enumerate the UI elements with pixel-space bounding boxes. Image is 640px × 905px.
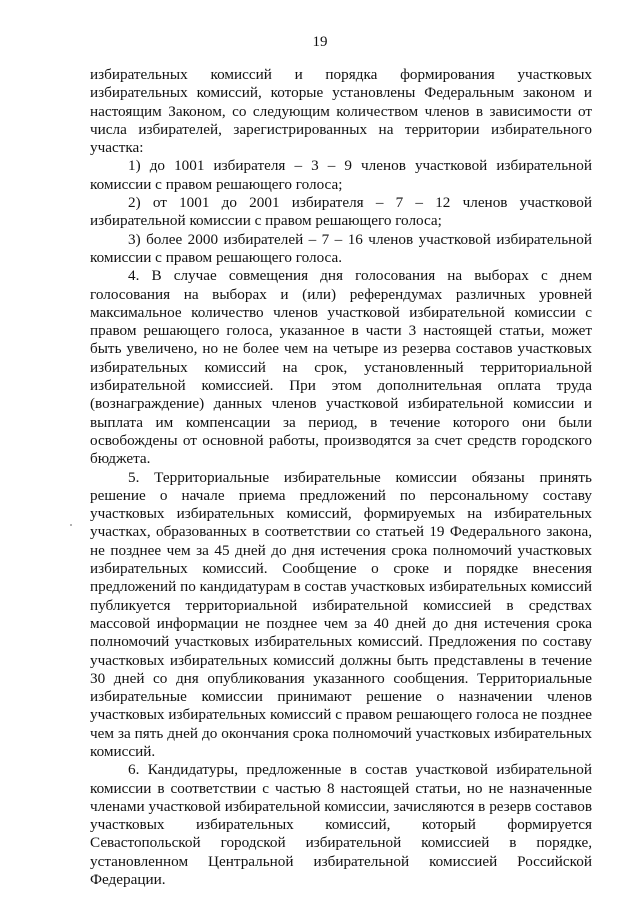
scan-artifact-dot [70,524,72,526]
page-number: 19 [312,34,328,50]
paragraph-part-5: 5. Территориальные избирательные комиссии обязаны принять решение о начале приема предложений по персональному составу участковых избирательных комиссий, формируемых на избирательных участках, образованных в соответствии со статьей 19 Федерального закона, не позднее чем за 45 дней до дня истечения срока полномочий участковых избирательных комиссий. Сообщение о сроке и порядке внесения предложений по кандидатурам в состав участковых избирательных комиссий публикуется территориальной избирательной комиссией в средствах массовой информации не позднее чем за 40 дней до дня истечения срока полномочий участковых избирательных комиссий. Предложения по составу участковых избирательных комиссий должны быть представлены в течение 30 дней со дня опубликования указанного сообщения. Территориальные избирательные комиссии принимают решение о назначении членов участковых избирательных комиссий с правом решающего голоса не позднее чем за пять дней до окончания срока полномочий участковых избирательных комиссий. [90,468,592,760]
list-item-3: 3) более 2000 избирателей – 7 – 16 членов участковой избирательной комиссии с правом решающего голоса. [90,230,592,266]
paragraph-part-6: 6. Кандидатуры, предложенные в состав участковой избирательной комиссии в соответствии с частью 8 настоящей статьи, но не назначенные членами участковой избирательной комиссии, зачисляются в резерв составов участковых избирательных комиссий, который формируется Севастопольской городской избирательной комиссией в порядке, установленном Центральной избирательной комиссией Российской Федерации. [90,761,592,889]
list-item-1: 1) до 1001 избирателя – 3 – 9 членов участковой избирательной комиссии с правом решающего голоса; [90,157,592,193]
document-body [90,66,592,889]
paragraph-part-4: 4. В случае совмещения дня голосования на выборах с днем голосования на выборах и (или) референдумах различных уровней максимальное количество членов участковой избирательной комиссии с правом решающего голоса, указанное в части 3 настоящей статьи, может быть увеличено, но не более чем на четыре из резерва составов участковых избирательных комиссий на срок, установленный территориальной избирательной комиссией. При этом дополнительная оплата труда (вознаграждение) данных членов участковой избирательной комиссии и выплата им компенсации за период, в течение которого они были освобождены от основной работы, производятся за счет средств городского бюджета. [90,267,592,468]
list-item-2: 2) от 1001 до 2001 избирателя – 7 – 12 членов участковой избирательной комиссии с правом решающего голоса; [90,194,592,230]
paragraph-continuation: избирательных комиссий и порядка формирования участковых избирательных комиссий, которые установлены Федеральным законом и настоящим Законом, со следующим количеством членов в зависимости от числа избирателей, зарегистрированных на территории избирательного участка: [90,66,592,157]
